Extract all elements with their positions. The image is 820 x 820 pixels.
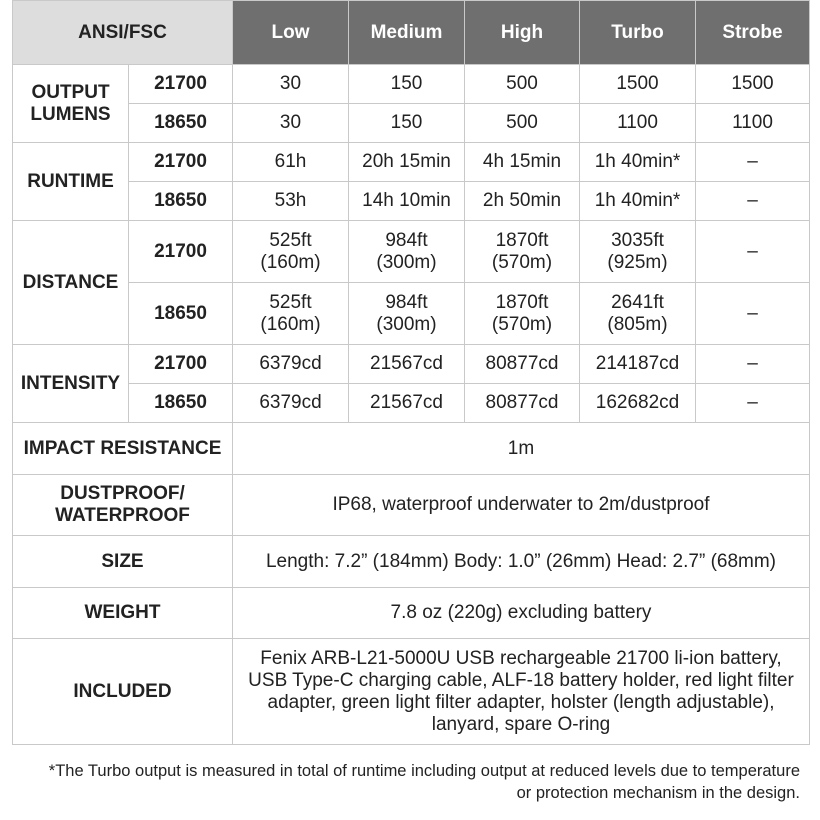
runtime-value: 14h 10min bbox=[349, 182, 465, 221]
intensity-row-18650 bbox=[13, 384, 810, 423]
output-label-line1: OUTPUT bbox=[31, 81, 110, 103]
intensity-value: – bbox=[696, 384, 810, 423]
output-value: 150 bbox=[349, 104, 465, 143]
intensity-value: 21567cd bbox=[349, 384, 465, 423]
distance-ft: 1870ft bbox=[495, 291, 549, 313]
dustproof-label bbox=[13, 475, 233, 536]
distance-ft: 3035ft bbox=[611, 229, 664, 251]
distance-label: DISTANCE bbox=[13, 221, 129, 345]
output-value: 30 bbox=[233, 104, 349, 143]
intensity-row-21700 bbox=[13, 345, 810, 384]
distance-ft: 525ft bbox=[269, 291, 312, 313]
runtime-value: 1h 40min* bbox=[580, 182, 696, 221]
distance-value bbox=[465, 221, 580, 283]
intensity-value: 6379cd bbox=[233, 384, 349, 423]
output-value: 30 bbox=[233, 65, 349, 104]
header-mode-medium: Medium bbox=[349, 1, 465, 65]
dustproof-row bbox=[13, 475, 810, 536]
distance-m: (925m) bbox=[607, 251, 668, 273]
battery-label: 18650 bbox=[129, 182, 233, 221]
dustproof-value: IP68, waterproof underwater to 2m/dustproof bbox=[233, 475, 810, 536]
impact-label: IMPACT RESISTANCE bbox=[13, 423, 233, 475]
distance-ft: 984ft bbox=[385, 291, 428, 313]
distance-m: (570m) bbox=[491, 313, 553, 335]
impact-row bbox=[13, 423, 810, 475]
distance-value bbox=[233, 283, 349, 345]
output-value: 1100 bbox=[580, 104, 696, 143]
dustproof-label-line1: DUSTPROOF/ bbox=[60, 483, 185, 504]
battery-label: 18650 bbox=[129, 104, 233, 143]
intensity-value: 80877cd bbox=[465, 345, 580, 384]
distance-ft: 1870ft bbox=[495, 229, 549, 251]
distance-m: (570m) bbox=[491, 251, 553, 273]
distance-m: (805m) bbox=[607, 313, 668, 335]
dustproof-label-line2: WATERPROOF bbox=[55, 505, 190, 526]
distance-m: (300m) bbox=[376, 251, 437, 273]
distance-value bbox=[349, 283, 465, 345]
header-mode-low: Low bbox=[233, 1, 349, 65]
header-row bbox=[13, 1, 810, 65]
runtime-row-18650 bbox=[13, 182, 810, 221]
included-label: INCLUDED bbox=[13, 639, 233, 745]
output-label-line2: LUMENS bbox=[30, 103, 111, 125]
distance-value bbox=[465, 283, 580, 345]
output-row-18650 bbox=[13, 104, 810, 143]
size-row bbox=[13, 536, 810, 588]
distance-row-21700 bbox=[13, 221, 810, 283]
output-row-21700 bbox=[13, 65, 810, 104]
runtime-value: 1h 40min* bbox=[580, 143, 696, 182]
included-value bbox=[233, 639, 810, 745]
runtime-label: RUNTIME bbox=[13, 143, 129, 221]
battery-label: 21700 bbox=[129, 143, 233, 182]
output-label bbox=[13, 65, 129, 143]
size-value: Length: 7.2” (184mm) Body: 1.0” (26mm) Head: 2.7” (68mm) bbox=[233, 536, 810, 588]
header-ansi-fsc: ANSI/FSC bbox=[13, 1, 233, 65]
distance-ft: 2641ft bbox=[611, 291, 664, 313]
turbo-footnote bbox=[10, 760, 800, 804]
battery-label: 18650 bbox=[129, 283, 233, 345]
included-line: Fenix ARB-L21-5000U USB rechargeable 21700 li-ion battery, bbox=[260, 647, 782, 669]
runtime-value: 4h 15min bbox=[465, 143, 580, 182]
runtime-value: 53h bbox=[233, 182, 349, 221]
weight-row bbox=[13, 588, 810, 639]
footnote-line1: *The Turbo output is measured in total of runtime including output at reduced levels due to temperature bbox=[48, 762, 800, 780]
intensity-value: 6379cd bbox=[233, 345, 349, 384]
battery-label: 21700 bbox=[129, 65, 233, 104]
distance-value: – bbox=[696, 283, 810, 345]
output-value: 500 bbox=[465, 104, 580, 143]
distance-value: – bbox=[696, 221, 810, 283]
footnote-line2: or protection mechanism in the design. bbox=[516, 784, 800, 802]
weight-label: WEIGHT bbox=[13, 588, 233, 639]
intensity-value: 80877cd bbox=[465, 384, 580, 423]
output-value: 1500 bbox=[696, 65, 810, 104]
output-value: 1100 bbox=[696, 104, 810, 143]
distance-m: (160m) bbox=[260, 313, 321, 335]
intensity-value: – bbox=[696, 345, 810, 384]
distance-value bbox=[349, 221, 465, 283]
runtime-value: 20h 15min bbox=[349, 143, 465, 182]
runtime-value: – bbox=[696, 143, 810, 182]
intensity-label: INTENSITY bbox=[13, 345, 129, 423]
intensity-value: 21567cd bbox=[349, 345, 465, 384]
distance-row-18650 bbox=[13, 283, 810, 345]
battery-label: 21700 bbox=[129, 345, 233, 384]
weight-value: 7.8 oz (220g) excluding battery bbox=[233, 588, 810, 639]
distance-ft: 984ft bbox=[385, 229, 428, 251]
header-mode-strobe: Strobe bbox=[696, 1, 810, 65]
distance-ft: 525ft bbox=[269, 229, 312, 251]
output-value: 150 bbox=[349, 65, 465, 104]
distance-m: (300m) bbox=[376, 313, 437, 335]
included-line: adapter, green light filter adapter, holster (length adjustable), bbox=[267, 691, 775, 713]
distance-m: (160m) bbox=[260, 251, 321, 273]
header-mode-high: High bbox=[465, 1, 580, 65]
battery-label: 21700 bbox=[129, 221, 233, 283]
runtime-value: – bbox=[696, 182, 810, 221]
runtime-value: 2h 50min bbox=[465, 182, 580, 221]
distance-value bbox=[580, 283, 696, 345]
distance-value bbox=[233, 221, 349, 283]
size-label: SIZE bbox=[13, 536, 233, 588]
included-line: USB Type-C charging cable, ALF-18 battery holder, red light filter bbox=[248, 669, 794, 691]
distance-value bbox=[580, 221, 696, 283]
output-value: 500 bbox=[465, 65, 580, 104]
battery-label: 18650 bbox=[129, 384, 233, 423]
intensity-value: 214187cd bbox=[580, 345, 696, 384]
spec-table bbox=[12, 0, 810, 745]
impact-value: 1m bbox=[233, 423, 810, 475]
output-value: 1500 bbox=[580, 65, 696, 104]
runtime-row-21700 bbox=[13, 143, 810, 182]
included-row bbox=[13, 639, 810, 745]
runtime-value: 61h bbox=[233, 143, 349, 182]
header-mode-turbo: Turbo bbox=[580, 1, 696, 65]
intensity-value: 162682cd bbox=[580, 384, 696, 423]
included-line: lanyard, spare O-ring bbox=[431, 713, 611, 735]
